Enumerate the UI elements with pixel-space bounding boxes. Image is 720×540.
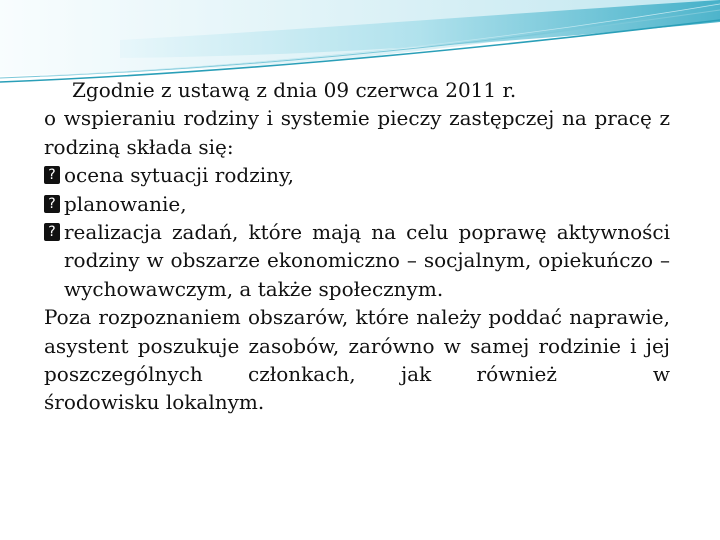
closing-end-a: również bbox=[476, 362, 557, 387]
bullet-text: ocena sytuacji rodziny, bbox=[64, 163, 295, 188]
slide-body bbox=[44, 76, 670, 417]
bullet-item bbox=[44, 218, 670, 303]
closing-text: Poza rozpoznaniem obszarów, które należy poddać naprawie, asystent poszukuje zasobów, zarówno w samej rodzinie i jej poszczególnych członkach, jak bbox=[44, 305, 670, 387]
missing-glyph-bullet-icon: ? bbox=[44, 195, 60, 213]
intro-paragraph bbox=[44, 76, 670, 161]
closing-end-b: w środowisku lokalnym. bbox=[44, 362, 671, 415]
bullet-item bbox=[44, 190, 670, 218]
closing-paragraph bbox=[44, 303, 670, 417]
intro-rest: o wspieraniu rodziny i systemie pieczy zastępczej na pracę z rodziną składa się: bbox=[44, 106, 670, 159]
bullet-item bbox=[44, 161, 670, 189]
bullet-text: realizacja zadań, które mają na celu poprawę aktywności rodziny w obszarze ekonomiczno – socjalnym, opiekuńczo – wychowawczym, a także społecznym. bbox=[64, 220, 670, 301]
missing-glyph-bullet-icon: ? bbox=[44, 166, 60, 184]
missing-glyph-bullet-icon: ? bbox=[44, 223, 60, 241]
intro-first-line: Zgodnie z ustawą z dnia 09 czerwca 2011 r. bbox=[72, 78, 517, 102]
bullet-text: planowanie, bbox=[64, 191, 187, 216]
